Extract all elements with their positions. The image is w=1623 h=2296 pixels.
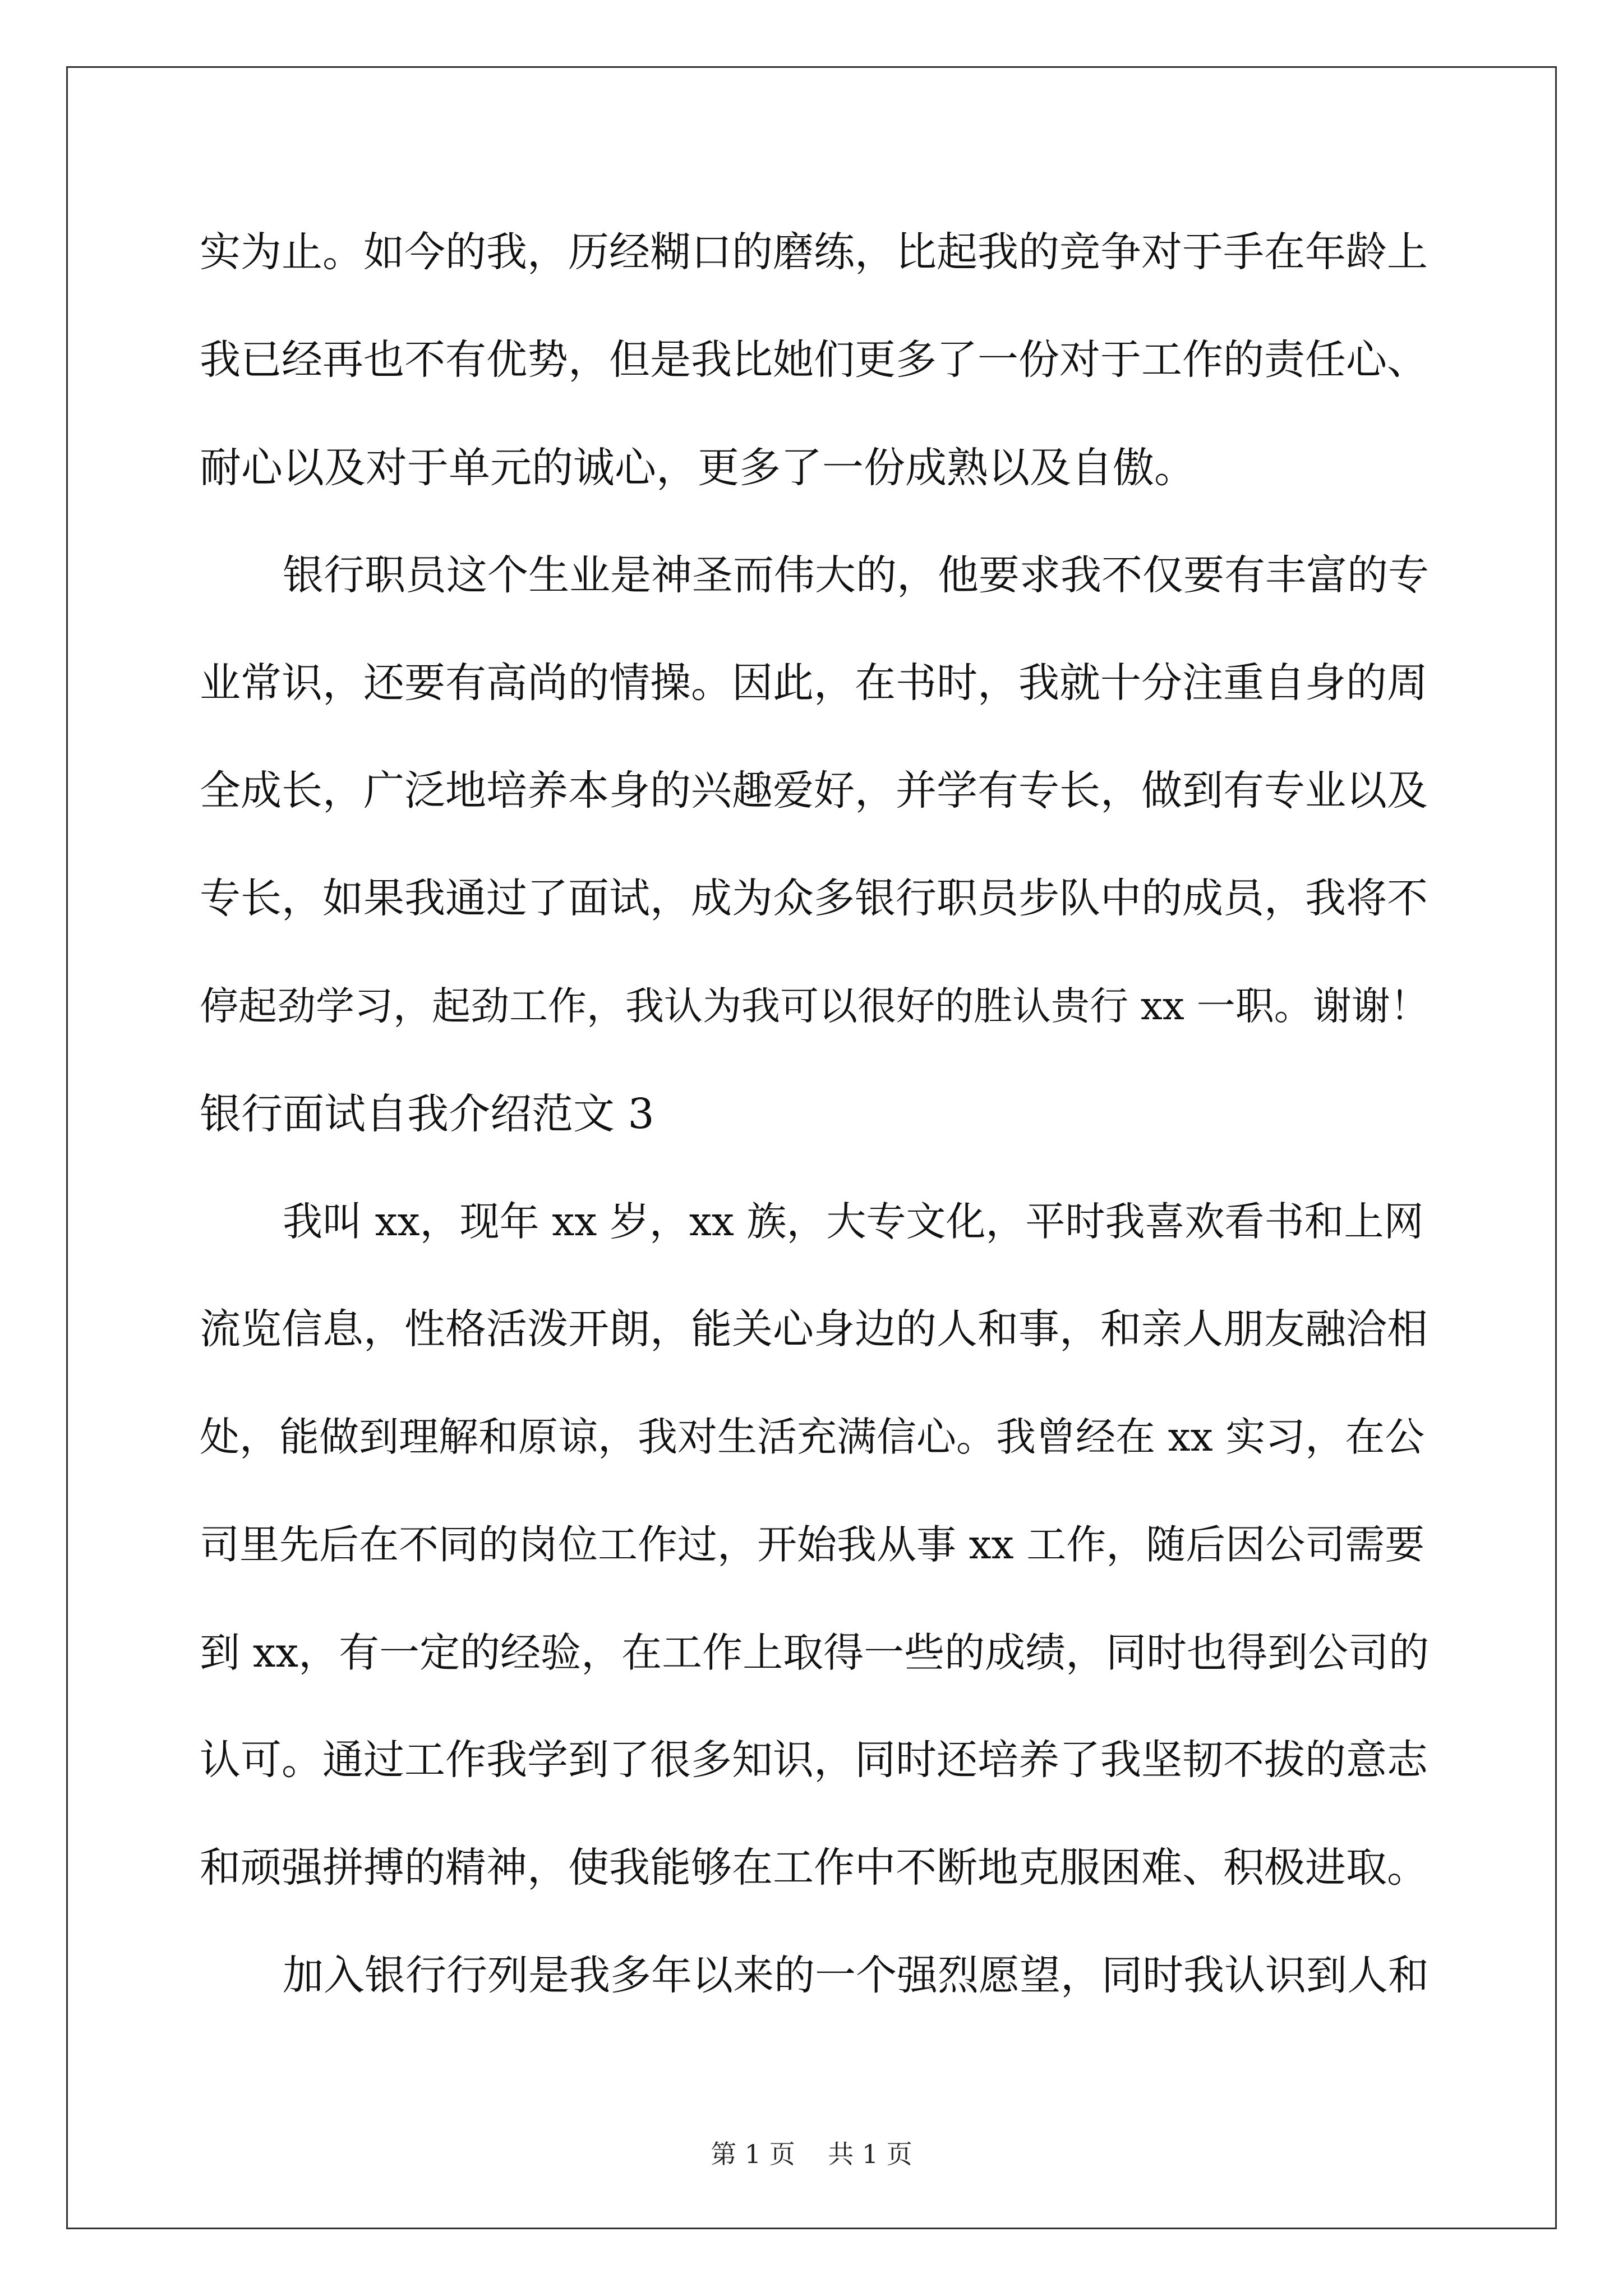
paragraph-line: 司里先后在不同的岗位工作过，开始我从事 xx 工作，随后因公司需要 <box>200 1521 1425 1568</box>
paragraph-line: 加入银行行列是我多年以来的一个强烈愿望，同时我认识到人和 <box>283 1952 1429 1999</box>
page-footer: 第 1 页 共 1 页 <box>711 2139 912 2169</box>
paragraph-line: 流览信息，性格活泼开朗，能关心身边的人和事，和亲人朋友融洽相 <box>200 1305 1428 1353</box>
section-heading: 银行面试自我介绍范文 3 <box>200 1090 654 1138</box>
paragraph-line: 和顽强拼搏的精神，使我能够在工作中不断地克服困难、积极进取。 <box>200 1844 1428 1892</box>
paragraph-line: 停起劲学习，起劲工作，我认为我可以很好的胜认贵行 xx 一职。谢谢！ <box>200 984 1429 1029</box>
paragraph-line: 专长，如果我通过了面试，成为众多银行职员步队中的成员，我将不 <box>200 875 1428 922</box>
paragraph-line: 处，能做到理解和原谅，我对生活充满信心。我曾经在 xx 实习，在公 <box>200 1414 1425 1460</box>
paragraph-line: 到 xx，有一定的经验，在工作上取得一些的成绩，同时也得到公司的 <box>200 1629 1430 1676</box>
paragraph-line: 耐心以及对于单元的诚心，更多了一份成熟以及自傲。 <box>200 444 1196 492</box>
paragraph-line: 认可。通过工作我学到了很多知识，同时还培养了我坚韧不拔的意志 <box>200 1736 1428 1784</box>
paragraph-line: 业常识，还要有高尚的情操。因此，在书时，我就十分注重自身的周 <box>200 659 1428 707</box>
paragraph-line: 银行职员这个生业是神圣而伟大的，他要求我不仅要有丰富的专 <box>283 551 1429 599</box>
paragraph-line: 我已经再也不有优势，但是我比她们更多了一份对于工作的责任心、 <box>200 336 1428 384</box>
paragraph-line: 实为止。如今的我，历经糊口的磨练，比起我的竞争对于手在年龄上 <box>200 228 1428 276</box>
paragraph-line: 我叫 xx，现年 xx 岁，xx 族，大专文化，平时我喜欢看书和上网 <box>283 1198 1424 1245</box>
document-body <box>200 208 1439 2039</box>
paragraph-line: 全成长，广泛地培养本身的兴趣爱好，并学有专长，做到有专业以及 <box>200 767 1428 815</box>
